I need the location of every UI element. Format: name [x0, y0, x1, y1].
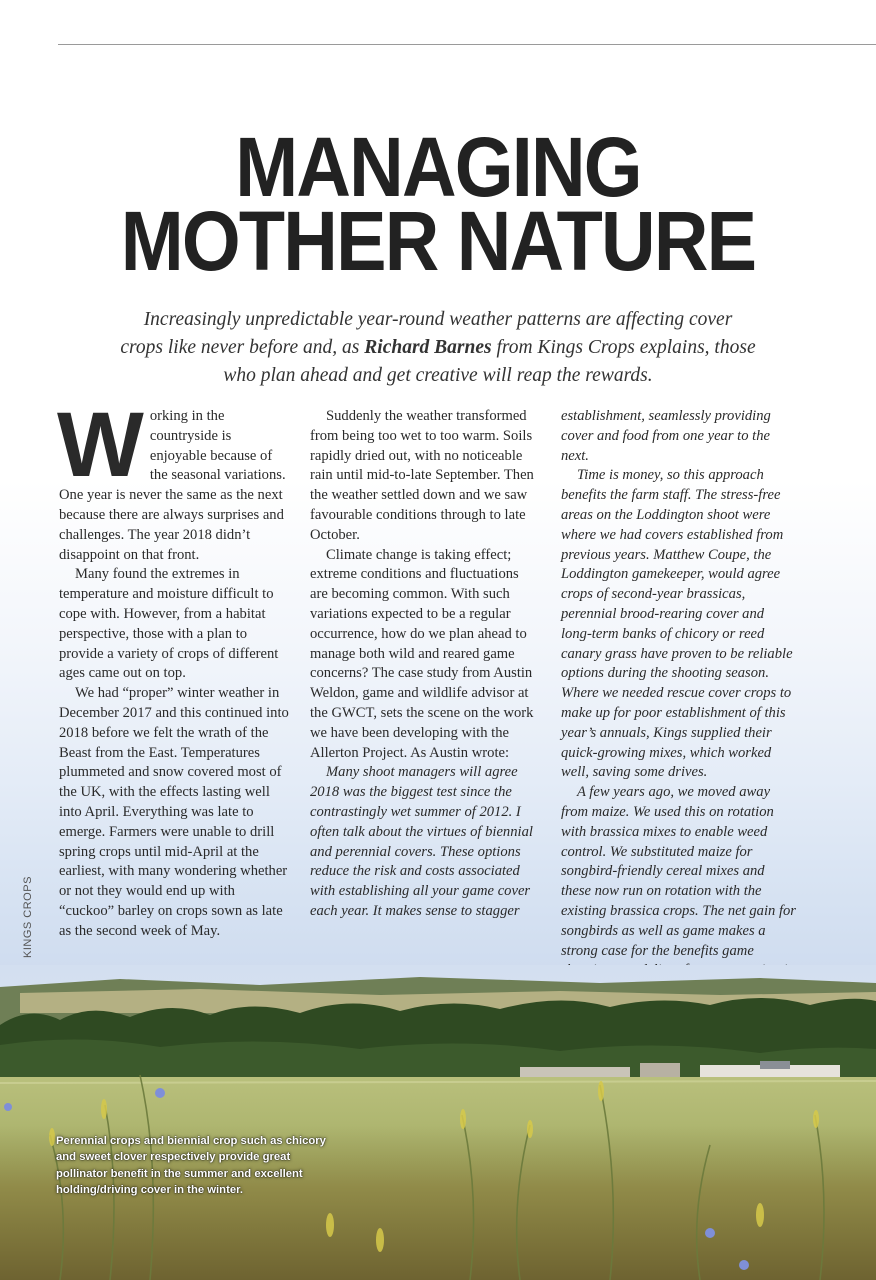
drop-cap: W: [57, 394, 144, 496]
article-column-1: [57, 394, 291, 942]
paragraph: Suddenly the weather transformed from being too wet to too warm. Soils rapidly dried out, with no noticeable rain until mid-to-late September. Then the weather settled down and we saw favourable conditions through to late October.: [310, 408, 534, 543]
headline-line-2: MOTHER NATURE: [120, 194, 756, 288]
paragraph: [57, 394, 291, 565]
article-column-2: [310, 407, 539, 922]
quote-paragraph: A few years ago, we moved away from maize. We used this on rotation with brassica mixes to enable weed control. We substituted maize for songbird-friendly cereal mixes and these now run on rotation with the existing brassica crops. The net gain for songbirds as well as game makes a strong case for the benefits game: [561, 784, 796, 959]
quote-paragraph: Time is money, so this approach benefits the farm staff. The stress-free areas on the Loddington shoot were where we had covers established from previous years. Matthew Coupe, the Loddington gamekeeper, would agree crops of second-year brassicas, perennial brood-rearing cover and long-term banks of chicory or reed canary grass have proven to be reliable options during the shooting season. Where we needed rescue cover crops to make up for poor establishment of this year’s annuals, Kings supplied their quick-growing mixes, which worked well, saving some drives.: [561, 467, 793, 781]
standfirst: [120, 306, 756, 390]
standfirst-text-after: from Kings Crops explains, those who plan ahead and get creative will reap the rewards.: [223, 337, 756, 386]
article-column-3: [561, 407, 797, 1001]
countryside-photo: [0, 965, 876, 1280]
headline-line-1: MANAGING: [235, 120, 641, 214]
quote-paragraph: Many shoot managers will agree 2018 was the biggest test since the contrastingly wet summer of 2012. I often talk about the virtues of biennial and perennial covers. These options reduce the risk and costs associated with establishing all your game cover each year. It makes sense to stagger: [310, 764, 533, 919]
paragraph: Climate change is taking effect; extreme conditions and fluctuations are becoming common. With such variations expected to be a regular occurrence, how do we plan ahead to manage both wild and reared game concerns? The case study from Austin Weldon, game and wildlife advisor at the GWCT, sets the scene on the work we have been developing with the Allerton Project. As Austin wrote:: [310, 546, 534, 761]
photo-caption: Perennial crops and biennial crop such as chicory and sweet clover respectively provide great pollinator benefit in the summer and excellent holding/driving cover in the winter.: [56, 1135, 326, 1196]
paragraph: Many found the extremes in temperature and moisture difficult to cope with. However, from a habitat perspective, those with a plan to provide a variety of crops of different ages came out on top.: [59, 566, 279, 682]
standfirst-text-before: Increasingly unpredictable year-round weather patterns are affecting cover crops like never before and, as: [120, 309, 733, 358]
paragraph: We had “proper” winter weather in December 2017 and this continued into 2018 before we felt the wrath of the Beast from the East. Temperatures plummeted and snow covered most of the UK, with the effects lasting well into April. Everything was late to emerge. Farmers were unable to drill spring crops until mid-April at the earliest, with many wondering whether or not they would end up with “cuckoo” barley on crops sown as late as the second week of May.: [59, 685, 289, 939]
section-label: KINGS CROPS: [22, 876, 34, 958]
top-rule: [58, 44, 876, 45]
paragraph-text: orking in the countryside is enjoyable because of the seasonal variations. One year is never the same as the next because there are always surprises and challenges. The year 2018 didn’t disappoint on that front.: [59, 408, 286, 563]
quote-paragraph: establishment, seamlessly providing cover and food from one year to the next.: [561, 408, 771, 464]
headline: [44, 120, 832, 288]
standfirst-author: Richard Barnes: [364, 337, 492, 358]
